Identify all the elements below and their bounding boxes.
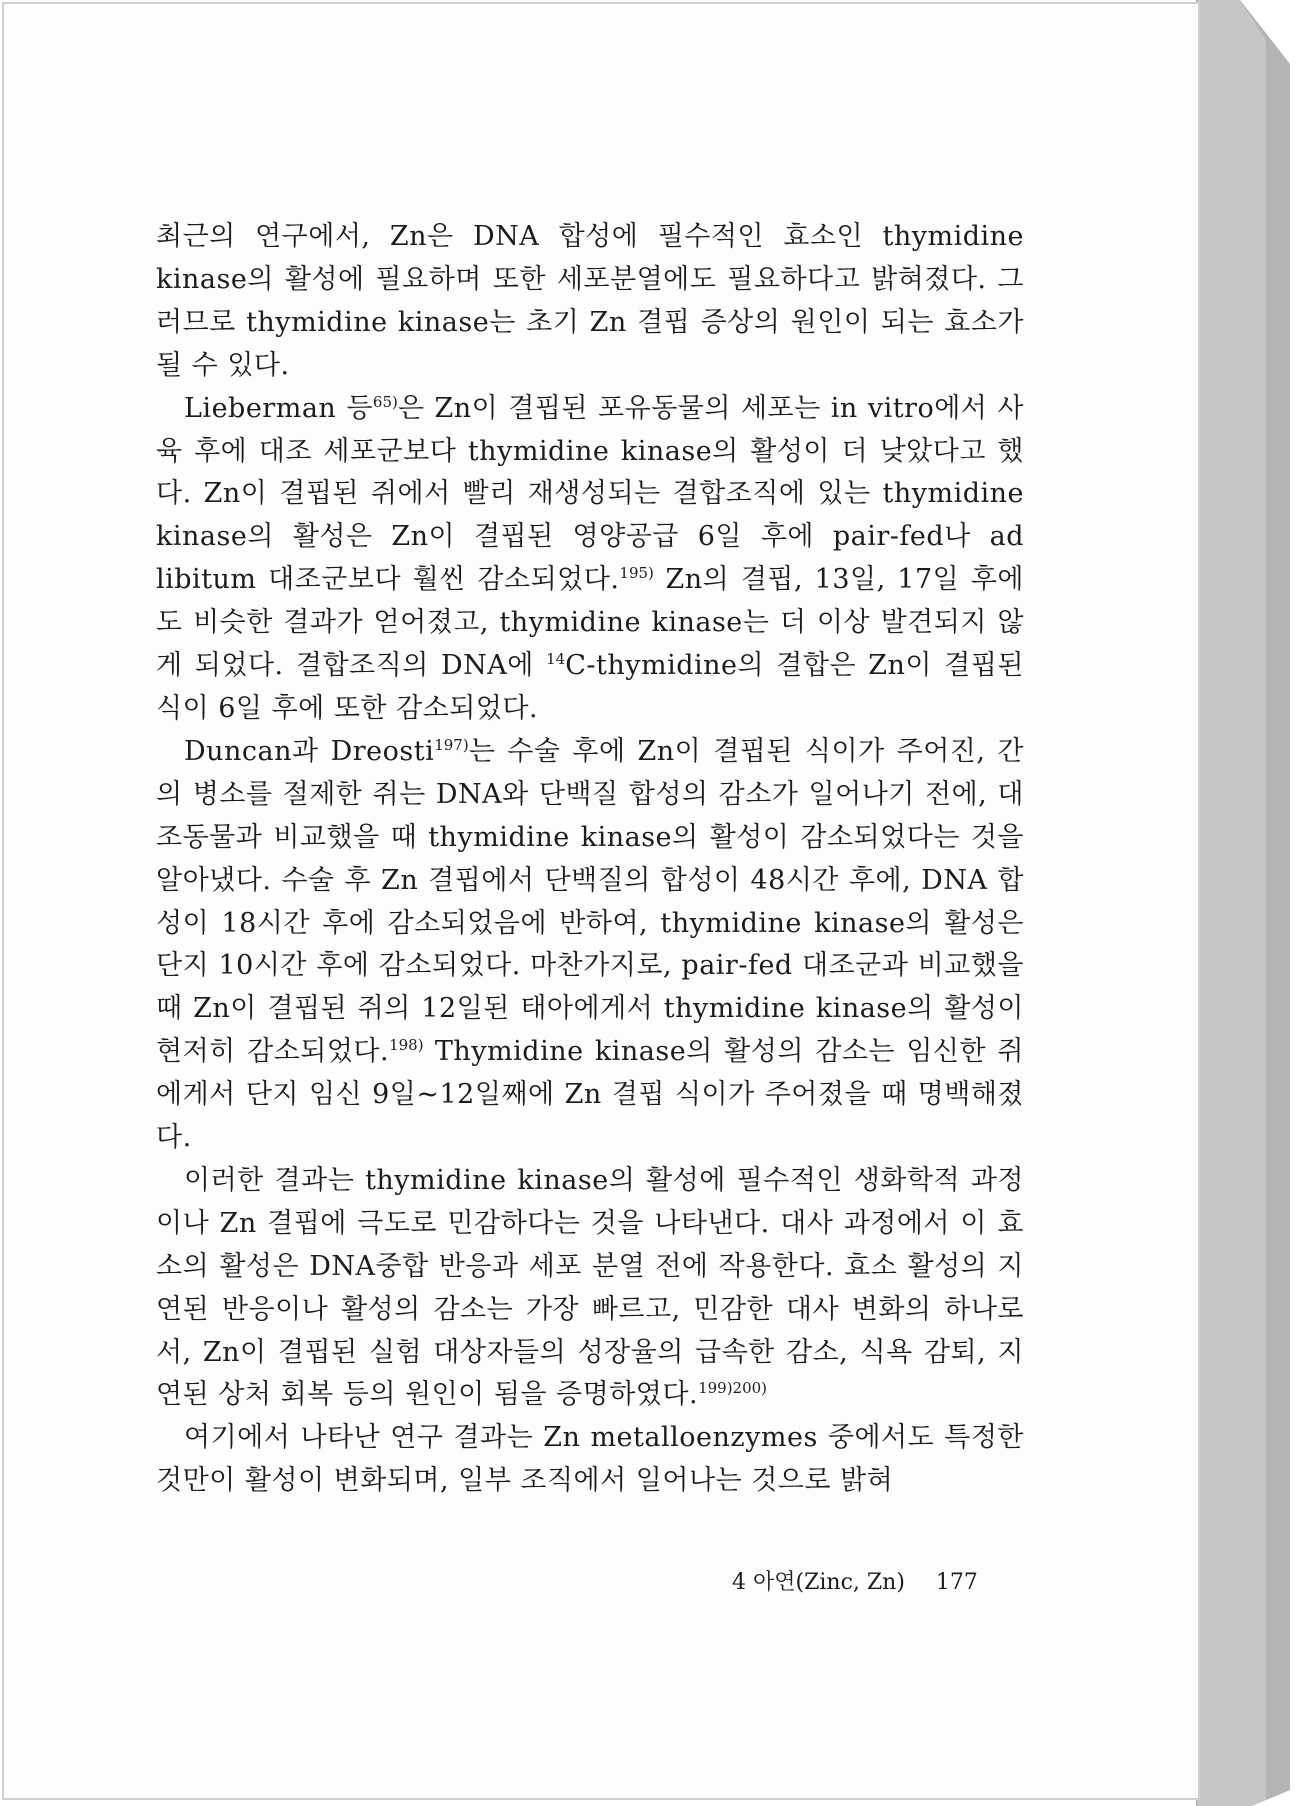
- body-text: [156, 216, 1024, 1503]
- page-number: 177: [935, 1570, 978, 1595]
- chapter-title: 4 아연(Zinc, Zn): [732, 1570, 905, 1595]
- paragraph-1: 최근의 연구에서, Zn은 DNA 합성에 필수적인 효소인 thymidine kinase의 활성에 필요하며 또한 세포분열에도 필요하다고 밝혀졌다. 그러므로 thymidine kinase는 초기 Zn 결핍 증상의 원인이 되는 효소가 될 수 있다.: [156, 221, 1024, 381]
- book-page-edge: [1196, 0, 1296, 1806]
- paragraph-3: Duncan과 Dreosti$^{197)}$는 수술 후에 Zn이 결핍된 식이가 주어진, 간의 병소를 절제한 쥐는 DNA와 단백질 합성의 감소가 일어나기 전에, 대조동물과 비교했을 때 thymidine kinase의 활성이 감소되었다는 것을 알아냈다. 수술 후 Zn 결핍에서 단백질의 합성이 48시간 후에, DNA 합성이 18시간 후에 감소되었음에 반하여, thymidine kinase의 활성은 단지 10시간 후에 감소되었다. 마찬가지로, pair-fed 대조군과 비교했을 때 Zn이 결핍된 쥐의 12일된 태아에게서 thymidine kinase의 활성이 현저히 감소되었다.$^{198)}$ Thymidine kinase의 활성의 감소는 임신한 쥐에게서 단지 임신 9일~12일째에 Zn 결핍 식이가 주어졌을 때 명백해졌다.: [156, 735, 1025, 1154]
- paragraph-4: 이러한 결과는 thymidine kinase의 활성에 필수적인 생화학적 과정이나 Zn 결핍에 극도로 민감하다는 것을 나타낸다. 대사 과정에서 이 효소의 활성은 DNA중합 반응과 세포 분열 전에 작용한다. 효소 활성의 지연된 반응이나 활성의 감소는 가장 빠르고, 민감한 대사 변화의 하나로서, Zn이 결핍된 실험 대상자들의 성장율의 급속한 감소, 식욕 감퇴, 지연된 상처 회복 등의 원인이 됨을 증명하였다.$^{199)200)}$: [156, 1164, 1024, 1411]
- citation: 195): [619, 564, 654, 583]
- citation: 65): [372, 392, 398, 411]
- citation: 197): [434, 735, 469, 754]
- isotope-superscript: 14: [546, 650, 566, 669]
- running-footer: [732, 1565, 1022, 1596]
- paragraph-2: Lieberman 등$^{65)}$은 Zn이 결핍된 포유동물의 세포는 in vitro에서 사육 후에 대조 세포군보다 thymidine kinase의 활성이 더 낮았다고 했다. Zn이 결핍된 쥐에서 빨리 재생성되는 결합조직에 있는 thymidine kinase의 활성은 Zn이 결핍된 영양공급 6일 후에 pair-fed나 ad libitum 대조군보다 훨씬 감소되었다.$^{195)}$ Zn의 결핍, 13일, 17일 후에도 비슷한 결과가 얻어졌고, thymidine kinase는 더 이상 발견되지 않게 되었다. 결합조직의 DNA에 $^{14}$C-thymidine의 결합은 Zn이 결핍된 식이 6일 후에 또한 감소되었다.: [156, 392, 1024, 724]
- paragraph-5: 여기에서 나타난 연구 결과는 Zn metalloenzymes 중에서도 특정한 것만이 활성이 변화되며, 일부 조직에서 일어나는 것으로 밝혀: [156, 1422, 1024, 1497]
- citation: 199)200): [698, 1379, 768, 1398]
- citation: 198): [389, 1036, 424, 1055]
